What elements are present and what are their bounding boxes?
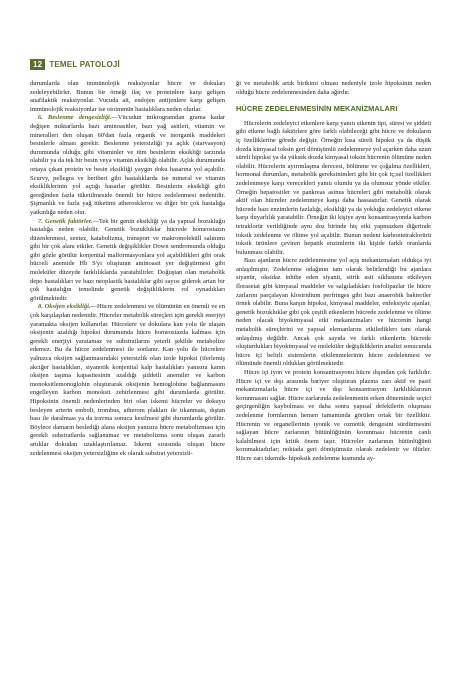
paragraph-genetic xyxy=(30,218,225,304)
section-heading: HÜCRE ZEDELENMESİNİN MEKANİZMALARI xyxy=(236,104,398,114)
page-number: 12 xyxy=(30,59,45,70)
paragraph: ği ve metabolik artık birikimi olması nedeniyle izole hipoksinin neden olduğu hücre zedelenmesinden daha ağırdır. xyxy=(236,80,431,96)
paragraph-text: —Vücudun mikrogramdan grama kadar değişen miktarlarda bazı aminoasitler, bazı yağ asitleri, vitamin ve mineralleri den oluşan 60'dan fazla organik ve inorganik maddeleri besinlerle alması gerekir. Beslenme yetersizliği ya açlık (starvasyon) durumunda olduğu gibi vitaminler ve tüm besinlerin eksikliği tarzında olabilir ya da tek bir besin veya vitamin eksikliği olabilir. Açlık durumunda ortaya çıkan protein ve besin eksikliği yaygın doku hasarına yol açabilir. Scurvy, pellegra ve beriberi gibi hastalıklarda ise mineral ve vitamin eksikliklerinin yol açtığı hasarlar görülür. Besinlerin eksikliği gibi gereğinden fazla tüketilmeside önemli bir hücre zedelenmesi nedenidir. Şişmanlık ve fazla yağ tüketimi atheroskleroz ve diğer bir çok hastalığa yatkınlığa neden olur. xyxy=(30,114,225,216)
paragraph-nutrition xyxy=(30,114,225,217)
subheading-genetic: 7. Genetik faktörler. xyxy=(38,217,93,225)
paragraph-text: —Tek bir genin eksikliği ya da yapısal bozukluğu hastalığa neden olabilir. Genetik bozukluklar hücrede homeostazın düzenlenmesi, sentez, katabolizma, transport ve makromoleküll salınımı gibi bir çok alanı etkiler. Genetik değişiklikler Down sendromunda olduğu gibi gözle görülür konjenital malformasyonlara yol açabildikleri gibi orak hücreli anemide Hb S'yi oluşturan aminoasit yer değiştirmesi gibi moleküler düzeyde farklılıklarda yaratabilirler. Doğuştan olan metabolik depo hastalıkları ve bazı neoplastik hastalıklar gibi sayısı giderek artan bir çok hastalığın temelinde genetik değişikliklerin rol oynadıkları görülmektedir. xyxy=(30,217,225,302)
paragraph: Hücrelerin zedeleyici etkenlere karşı yanıtı etkenin tipi, süresi ve şiddeti gibi etkene bağlı faktörlere göre farklı olabileceği gibi hücre ve dokuların iç özelliklerine görede değişir. Örneğin kısa süreli hipoksi ya da düşük dozda kimyasal toksin geri dönüşümlü zedelenmeye yol açarken daha uzun süreli hipoksi ya da yüksek dozda kimyasal toksin hücrenin ölümüne neden olabilir. Hücrelerin ayırımlaşma derecesi, bölünme ve çoğalma özellikleri, hormonal durumları, metabolik gereksinimleri gibi bir çok iç;sel özellikleri zedelenmeye karşı verecekleri yanıtı olumlu ya da olumsuz yönde etkiler. Örneğin hepatositler ve pankreas asinus hücreleri gibi metabolik olarak aktif olan hücreler zedelenmeye karşı daha hassastırlar. Genetik olarak hücrede bazı enzimlerin fazlalığı, eksikliği ya da yokluğu zedeleyici etkene karşı duyarlılık yaratabilir. Örneğin iki kişiye aynı konsantrasyonda karbon tetraklorür verildiğinde aynı doz birinde hiç etki yapmazken diğerinde toksik zedelenme ve ölüme yol açabilir. Bunun nedeni karbontetraklorürü toksik ürünlere çeviren hepatik enzimlerin iki kişide farklı oranlarda bulunması olabilir. xyxy=(236,119,431,256)
subheading-nutrition: 6. Beslenme dengesizliği. xyxy=(38,114,112,122)
running-header xyxy=(30,58,190,71)
subheading-oxygen: 8. Oksijen eksikliği. xyxy=(38,303,91,311)
paragraph: Bazı ajanların hücre zedelenmesine yol açış mekanizmaları oldukça iyi anlaşılmıştır. Zedelenme odağının tam olarak belirlendiği bu ajanlara siyanür, oksidaz inhibe eden siyanit, sitrik asit siklusunu etkileyen florasetat gibi kimyasal maddeler ve salgıladıkları fosfolipazlar ile hücre zarlarını parçalayan klostridium perfringes gibi bazı anaerobik bakteriler örnek olabilir. Buna karşın hipoksi, kimyasal maddeler, enfeksiyöz ajanlar, genetik bozukluklar gibi çok çeşitli etkenlerin hücrede zedelenme ve ölüme neden olacak biyokimyasal etki mekanizmaları ve hücrenin hangi metabolik süreçlerini ve yapısal elemanlarını etkilediklerı tam olarak anlaşılmış değildir. Ancak çok sayıda ve farklı etkenlerin hücrede oluşturdukları biyokimyasal ve moleküler değişikliklerin analizi sonucunda hücre içi belirli sistemlerin etkilenmelerinin hücre zedelenmesi ve ölümünde önemli olduklan görülmektedir. xyxy=(236,257,431,368)
paragraph: durumlarda olan immünolojik reaksiyonlar hücre ve dokuları zedeleyebilirler. Bunun bir örneği ilaç ve proteinlere karşı gelişen anafilaktik reaksiyonlar. Vucuda ait, endojen antijenlere karşı gelişen immünolojik reaksiyonlar ise otoimmün hastalıklara neden olurlar. xyxy=(30,80,225,113)
paragraph-oxygen xyxy=(30,303,225,458)
running-title: TEMEL PATOLOJİ xyxy=(49,60,120,69)
paragraph: Hücre içi iyon ve protein konsantrasyonu hücre dışından çok farklıdır. Hücre içi ve dışı arasında bariyer oluşturan plazma zarı aktif ve pasif mekanizmalarla hücre içi ve dışı konsantrasyon farklılıklarının korunmasını sağlar. Hücre zarlarında zedelenmenin erken döneminde seçici geçirgenliğin kaybolması ve daha sonra yapısal defektlerin oluşması zedelenme formlarının hemen tamamında görülen ortak bir özelliktir. Hücrenin ve organellerinin iyonik ve ozmotik dengesini sürdürmesini sağlayan hücre zarlarının bütünlüğünün korunması hücrenin canlı kalabilmesi için kritik önem taşır. Hücreler zarlarının bütünlüğünü korumaktadırlar; noktada geri dönüşümsüz olarak zedelenir ve ölürler. Hücre zarı iskemik- hipoksik zedelenme kısmında ay- xyxy=(236,369,431,462)
left-column xyxy=(30,80,225,458)
right-column xyxy=(236,80,431,464)
paragraph-text: —Hücre zedelenmesi ve ölümünün en önemli ve en çok karşılaşılan nedenidir. Hücreler metabolik süreçleri için gerekli enerjiyi yaramakta oksijen kullanırlar. Hücrelere ve dokulara kan yolu ile ulaşan oksijenin azaldığı hipoksi durumunda hücre homeostazda kalması için gerekli enerjiyi yaratamaz ve substratlarını yeterli şekilde metabolize edemez. Bu da hücre zedelenmesi ile sonlanır. Kan yolu ile hücrelere yalnızca oksijen sağlanmasındaki yetersizlik olan izole hipoksi (iferlemiş akciğer hastalıkları, siyanotik konjenital kalp hastalıkları yanısıra kanın oksijen taşıma kapasitesinin azaldığı şiddetli anemiler ve karbon monoksitlemonoglobin oluşturarak oksijenin hemoglobine bağlanmasını engelleyen karbon monoksit zehirlenmesi gibi durumlarda görülür. Hipoksinin önemli nedenlerinden biri olan iskemi hücreler ve dokuyu besleyen arterin emboli, trombus, atherom plakları ile tıkanması, dıştan bası ile daralması ya da travma sonucu kesilmesi gibi durumlarda görülür. Böylece damarın beslediği alana oksijen yanısıra hücre metabolizması için gerekli substratlarda sağlanamaz ve metabolizma sonu oluşan zararlı artıklar dokudan uzaklaştırılamaz. İskemi sırasında oluşan hücre zedelenmesi oksijen yetersizliğine ek olarak substrat yetersizli- xyxy=(30,303,225,457)
